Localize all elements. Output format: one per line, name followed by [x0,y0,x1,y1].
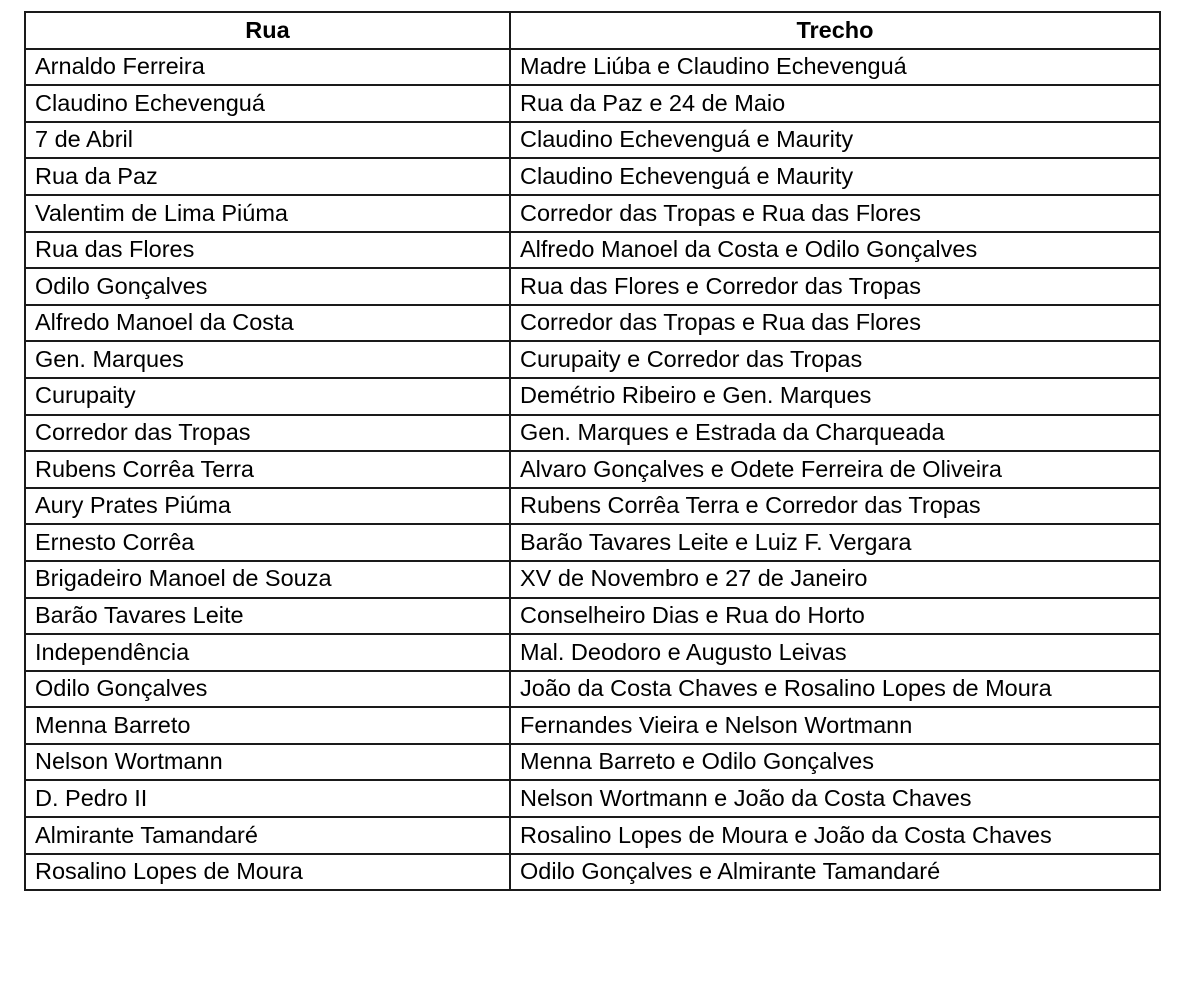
table-row [25,817,1160,854]
street-table [24,11,1161,891]
table-row [25,744,1160,781]
cell-trecho: Mal. Deodoro e Augusto Leivas [510,634,1160,671]
cell-trecho: Demétrio Ribeiro e Gen. Marques [510,378,1160,415]
cell-rua: Almirante Tamandaré [25,817,510,854]
cell-trecho: Conselheiro Dias e Rua do Horto [510,598,1160,635]
cell-trecho: Nelson Wortmann e João da Costa Chaves [510,780,1160,817]
cell-trecho: Alfredo Manoel da Costa e Odilo Gonçalves [510,232,1160,269]
cell-trecho: Odilo Gonçalves e Almirante Tamandaré [510,854,1160,891]
table-row [25,268,1160,305]
table-row [25,707,1160,744]
column-header-rua: Rua [25,12,510,49]
cell-rua: Alfredo Manoel da Costa [25,305,510,342]
cell-trecho: Rubens Corrêa Terra e Corredor das Tropas [510,488,1160,525]
table-row [25,49,1160,86]
cell-trecho: João da Costa Chaves e Rosalino Lopes de Moura [510,671,1160,708]
table-row [25,195,1160,232]
cell-rua: Corredor das Tropas [25,415,510,452]
table-row [25,341,1160,378]
cell-rua: Valentim de Lima Piúma [25,195,510,232]
header-row [25,12,1160,49]
cell-rua: Odilo Gonçalves [25,671,510,708]
cell-trecho: Gen. Marques e Estrada da Charqueada [510,415,1160,452]
table-header [25,12,1160,49]
cell-trecho: Corredor das Tropas e Rua das Flores [510,195,1160,232]
table-row [25,305,1160,342]
cell-rua: Curupaity [25,378,510,415]
cell-rua: 7 de Abril [25,122,510,159]
cell-trecho: Rosalino Lopes de Moura e João da Costa Chaves [510,817,1160,854]
table-row [25,634,1160,671]
cell-rua: Brigadeiro Manoel de Souza [25,561,510,598]
cell-rua: Rubens Corrêa Terra [25,451,510,488]
cell-trecho: XV de Novembro e 27 de Janeiro [510,561,1160,598]
cell-trecho: Menna Barreto e Odilo Gonçalves [510,744,1160,781]
cell-rua: Ernesto Corrêa [25,524,510,561]
cell-rua: Independência [25,634,510,671]
cell-rua: Claudino Echevenguá [25,85,510,122]
table-row [25,780,1160,817]
table-row [25,598,1160,635]
cell-trecho: Curupaity e Corredor das Tropas [510,341,1160,378]
table-body [25,49,1160,891]
cell-rua: Odilo Gonçalves [25,268,510,305]
table-row [25,85,1160,122]
table-row [25,158,1160,195]
table-row [25,524,1160,561]
cell-rua: Aury Prates Piúma [25,488,510,525]
table-row [25,671,1160,708]
cell-trecho: Fernandes Vieira e Nelson Wortmann [510,707,1160,744]
cell-trecho: Alvaro Gonçalves e Odete Ferreira de Oliveira [510,451,1160,488]
cell-rua: D. Pedro II [25,780,510,817]
cell-trecho: Barão Tavares Leite e Luiz F. Vergara [510,524,1160,561]
table-row [25,488,1160,525]
cell-rua: Gen. Marques [25,341,510,378]
cell-rua: Arnaldo Ferreira [25,49,510,86]
table-row [25,232,1160,269]
cell-trecho: Madre Liúba e Claudino Echevenguá [510,49,1160,86]
table-row [25,122,1160,159]
cell-trecho: Rua das Flores e Corredor das Tropas [510,268,1160,305]
cell-rua: Menna Barreto [25,707,510,744]
cell-rua: Rua das Flores [25,232,510,269]
cell-rua: Rosalino Lopes de Moura [25,854,510,891]
table-row [25,451,1160,488]
cell-trecho: Claudino Echevenguá e Maurity [510,158,1160,195]
cell-trecho: Corredor das Tropas e Rua das Flores [510,305,1160,342]
cell-trecho: Rua da Paz e 24 de Maio [510,85,1160,122]
cell-rua: Nelson Wortmann [25,744,510,781]
table-row [25,561,1160,598]
cell-rua: Barão Tavares Leite [25,598,510,635]
table-row [25,415,1160,452]
column-header-trecho: Trecho [510,12,1160,49]
table-row [25,378,1160,415]
cell-trecho: Claudino Echevenguá e Maurity [510,122,1160,159]
cell-rua: Rua da Paz [25,158,510,195]
table-row [25,854,1160,891]
